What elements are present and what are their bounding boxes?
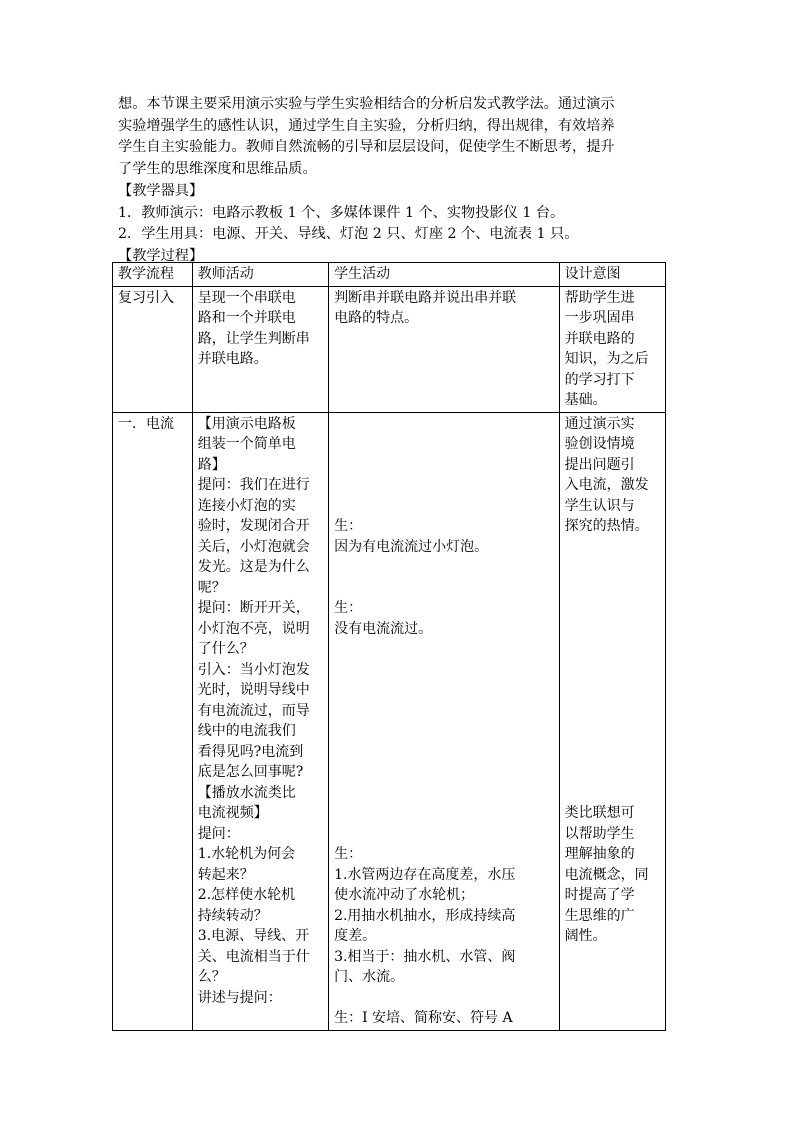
spacer [565,660,660,681]
student-line: 生： [334,846,363,862]
equipment-item: 1．教师演示：电路示教板 1 个、多媒体课件 1 个、实物投影仪 1 台。 [118,204,565,221]
teacher-line: 小灯泡不亮，说明 [197,620,310,637]
stage-cell: 复习引入 [113,286,193,412]
teacher-line: 么？ [197,969,226,985]
equipment-heading: 【教学器具】 [118,182,204,199]
teacher-line: 提问： [197,825,240,842]
intent-line: 类比联想可 [564,805,635,821]
student-line: 没有电流流过。 [334,620,433,637]
student-line: 1.水管两边存在高度差，水压 [334,866,516,883]
teacher-line: 看得见吗?电流到 [197,743,304,760]
teacher-line: 1.水轮机为何会 [197,846,296,862]
intro-line: 学生自主实验能力。教师自然流畅的引导和层层设问，促使学生不断思考，提升 [118,139,615,156]
spacer [334,803,554,824]
teacher-line: 光时，说明导线中 [197,682,310,698]
teacher-line: 关、电流相当于什 [197,948,310,965]
spacer [565,619,660,640]
intent-line: 理解抽象的 [564,846,635,862]
intent-line: 帮助学生进 [564,289,635,306]
intent-line: 生思维的广 [564,907,635,924]
spacer [334,762,554,783]
teacher-line: 提问：断开开关， [197,600,310,616]
spacer [334,578,554,599]
intent-cell [559,286,665,412]
equipment-item: 2．学生用具：电源、开关、导线、灯泡 2 只、灯座 2 个、电流表 1 只。 [118,226,579,243]
spacer [334,414,554,435]
teaching-process-table [112,262,666,1031]
intent-line: 探究的热情。 [564,518,649,534]
teacher-line: 路，让学生判断串 [197,330,310,347]
teacher-line: 2.怎样使水轮机 [197,887,296,903]
spacer [565,557,660,578]
spacer [334,721,554,742]
spacer [565,783,660,804]
spacer [334,783,554,804]
intro-line: 实验增强学生的感性认识，通过学生自主实验，分析归纳，得出规律，有效培养 [118,117,615,134]
header-student: 学生活动 [329,263,560,287]
intent-line: 一步巩固串 [564,310,635,326]
spacer [565,742,660,763]
spacer [334,557,554,578]
process-heading: 【教学过程】 [118,247,204,264]
student-line: 生： [334,600,363,616]
student-cell [329,286,560,412]
teacher-line: 呢？ [197,579,226,596]
table-row [113,412,666,1030]
spacer [565,639,660,660]
teacher-line: 讲述与提问： [197,989,282,1006]
teacher-line: 【播放水流类比 [197,784,296,801]
spacer [565,721,660,742]
header-stage: 教学流程 [113,263,193,287]
student-line: 度差。 [334,928,377,944]
teacher-line: 连接小灯泡的实 [197,497,296,514]
intent-line: 以帮助学生 [564,825,635,842]
teacher-line: 路】 [197,456,226,473]
intent-line: 提出问题引 [564,456,635,473]
document-page [118,94,666,268]
student-line: 2.用抽水机抽水，形成持续高 [334,907,516,924]
spacer [565,598,660,619]
student-line: 使水流冲动了水轮机； [334,887,475,903]
teacher-line: 底是怎么回事呢? [197,764,304,780]
teacher-line: 持续转动？ [197,907,268,924]
teacher-line: 了什么？ [197,641,254,657]
intent-line: 通过演示实 [564,415,635,432]
header-teacher: 教师活动 [192,263,328,287]
spacer [334,988,554,1009]
stage-cell: 一．电流 [113,412,193,1030]
intent-line: 阔性。 [564,928,607,944]
spacer [334,680,554,701]
intro-line: 了学生的思维深度和思维品质。 [118,161,317,178]
student-line: 生：I 安培、简称安、符号 A [334,1010,513,1026]
teacher-line: 发光。这是为什么 [197,559,310,575]
teacher-line: 有电流流过，而导 [197,702,310,719]
intent-line: 基础。 [564,392,607,408]
intent-line: 电流概念，同 [564,866,649,883]
spacer [334,455,554,476]
student-line: 因为有电流流过小灯泡。 [334,538,489,555]
spacer [334,434,554,455]
spacer [565,537,660,558]
spacer [565,680,660,701]
student-line: 门、水流。 [334,969,405,985]
intent-line: 入电流，激发 [564,477,649,493]
student-line: 3.相当于：抽水机、水管、阀 [334,948,516,965]
spacer [334,701,554,722]
teacher-cell [192,286,328,412]
teacher-line: 组装一个简单电 [197,436,296,452]
student-cell [329,412,560,1030]
header-intent: 设计意图 [559,263,665,287]
intent-line: 的学习打下 [564,371,635,388]
teacher-line: 电流视频】 [197,805,268,821]
intent-line: 并联电路的 [564,330,635,347]
student-line: 电路的特点。 [334,310,419,326]
spacer [565,701,660,722]
spacer [334,742,554,763]
intro-paragraph [118,94,666,181]
spacer [334,824,554,845]
intent-cell [559,412,665,1030]
spacer [334,639,554,660]
teacher-line: 转起来？ [197,866,254,883]
spacer [565,578,660,599]
student-line: 判断串并联电路并说出串并联 [334,289,517,306]
teacher-cell [192,412,328,1030]
teacher-line: 提问：我们在进行 [197,477,310,493]
intent-line: 验创设情境 [564,436,635,452]
teacher-line: 线中的电流我们 [197,723,296,739]
teacher-line: 【用演示电路板 [197,415,296,432]
intent-line: 时提高了学 [564,887,635,903]
teacher-line: 3.电源、导线、开 [197,928,310,944]
teacher-line: 呈现一个串联电 [197,289,296,306]
intent-line: 知识，为之后 [564,351,649,367]
spacer [334,475,554,496]
teacher-line: 路和一个并联电 [197,310,296,326]
spacer [334,660,554,681]
table-row [113,286,666,412]
teacher-line: 引入：当小灯泡发 [197,661,310,678]
intro-line: 想。本节课主要采用演示实验与学生实验相结合的分析启发式教学法。通过演示 [118,96,615,112]
table-header-row [113,263,666,287]
student-line: 生： [334,518,363,534]
teacher-line: 关后，小灯泡就会 [197,538,310,555]
spacer [334,496,554,517]
teacher-line: 验时，发现闭合开 [197,518,310,534]
intent-line: 学生认识与 [564,497,635,514]
spacer [565,762,660,783]
teacher-line: 并联电路。 [197,351,268,367]
